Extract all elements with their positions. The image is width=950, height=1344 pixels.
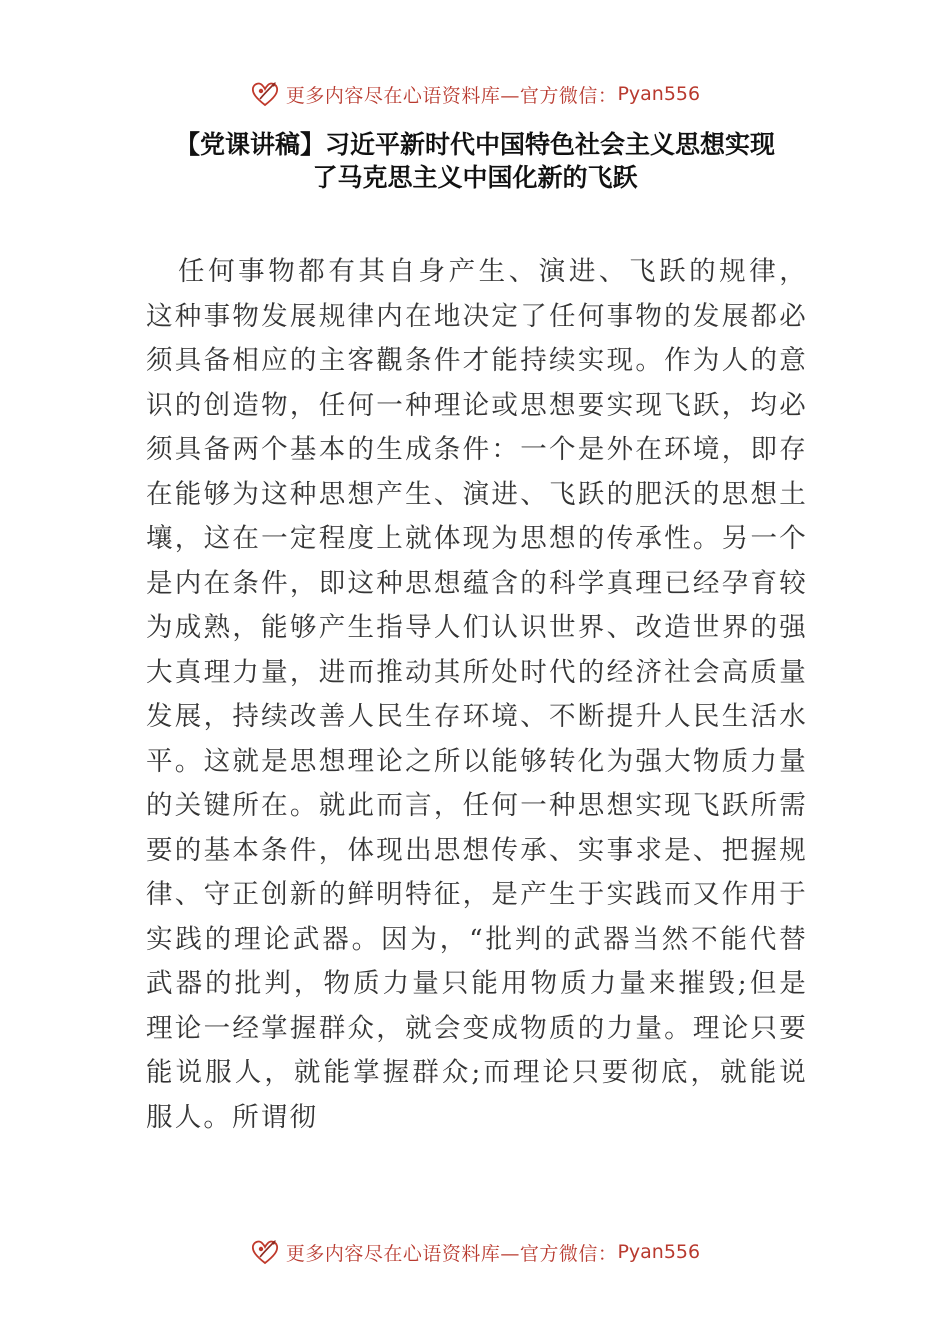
body-paragraph: 任何事物都有其自身产生、演进、飞跃的规律，这种事物发展规律内在地决定了任何事物的发展都必须具备相应的主客觀条件才能持续实现。作为人的意识的创造物，任何一种理论或思想要实现飞跃，均必须具备两个基本的生成条件：一个是外在环境，即存在能够为这种思想产生、演进、飞跃的肥沃的思想土壤，这在一定程度上就体现为思想的传承性。另一个是内在条件，即这种思想蕴含的科学真理已经孕育较为成熟，能够产生指导人们认识世界、改造世界的强大真理力量，进而推动其所处时代的经济社会高质量发展，持续改善人民生存环境、不断提升人民生活水平。这就是思想理论之所以能够转化为强大物质力量的关键所在。就此而言，任何一种思想实现飞跃所需要的基本条件，体现出思想传承、实事求是、把握规律、守正创新的鲜明特征，是产生于实践而又作用于实践的理论武器。因为，“批判的武器当然不能代替武器的批判，物质力量只能用物质力量来摧毁;但是理论一经掌握群众，就会变成物质的力量。理论只要能说服人，就能掌握群众;而理论只要彻底，就能说服人。所谓彻 [146, 256, 808, 1133]
footer-banner [0, 1232, 950, 1272]
document-title [110, 128, 840, 194]
wechat-id: Pyan556 [617, 1241, 701, 1263]
title-line-1: 【党课讲稿】习近平新时代中国特色社会主义思想实现 [174, 130, 775, 159]
wechat-id: Pyan556 [617, 83, 701, 105]
banner-text: 更多内容尽在心语资料库—官方微信： [285, 1242, 618, 1265]
heart-quill-logo-icon [250, 1237, 280, 1267]
title-line-2: 了马克思主义中国化新的飞跃 [312, 163, 638, 192]
heart-quill-logo-icon [250, 79, 280, 109]
header-banner [0, 74, 950, 114]
banner-text: 更多内容尽在心语资料库—官方微信： [285, 84, 618, 107]
